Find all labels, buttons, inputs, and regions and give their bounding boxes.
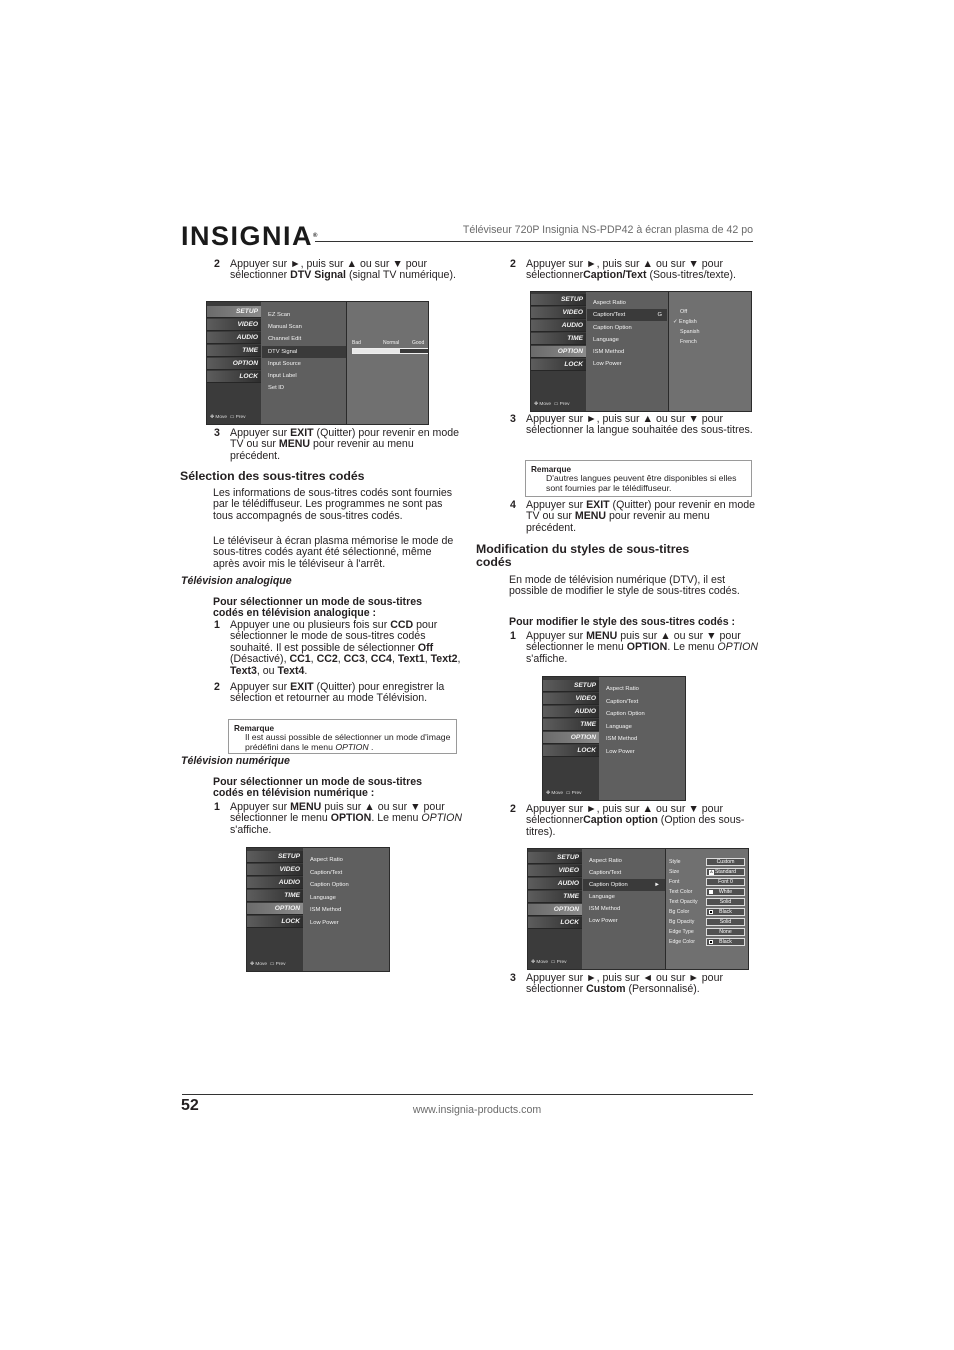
- procedure-heading: Pour modifier le style des sous-titres codés :: [509, 616, 736, 628]
- signal-strength-bar: [352, 348, 429, 354]
- down-arrow-icon: ▼: [410, 801, 421, 813]
- tv-menu-option-left: [246, 847, 390, 972]
- category-option: OPTION: [531, 346, 586, 358]
- category-setup: SETUP: [543, 680, 599, 692]
- menu-item: Aspect Ratio: [606, 686, 639, 692]
- category-option: OPTION: [528, 904, 582, 916]
- menu-key-icon: ▭: [565, 791, 571, 796]
- style-value: Black: [706, 938, 745, 946]
- remote-hint: ✥ Move ▭ Prev: [546, 791, 582, 796]
- menu-item: Low Power: [589, 918, 618, 924]
- remote-hint: ✥ Move ▭ Prev: [210, 415, 246, 420]
- category-audio: AUDIO: [543, 706, 599, 718]
- step-text: Appuyer sur ►, puis sur ▲ ou sur ▼ pour sélectionner la langue souhaitée des sous-titres.: [526, 413, 753, 437]
- style-row: [669, 917, 749, 927]
- category-setup: SETUP: [247, 851, 303, 863]
- style-value: None: [706, 928, 745, 936]
- insignia-logo: [181, 221, 317, 251]
- style-step-3: [510, 973, 758, 996]
- category-lock: LOCK: [543, 745, 599, 757]
- right-arrow-icon: ►: [586, 803, 597, 815]
- step-number: 1: [510, 630, 516, 642]
- subsection-digital-tv: Télévision numérique: [181, 755, 290, 767]
- step-number: 3: [214, 427, 220, 439]
- remote-hint: ✥ Move ▭ Prev: [534, 402, 570, 407]
- right-arrow-icon: ►: [290, 258, 301, 270]
- step-number: 2: [510, 258, 516, 270]
- category-option: OPTION: [543, 732, 599, 744]
- move-icon: ✥: [546, 791, 551, 796]
- menu-panel: [583, 849, 665, 969]
- step-text: Appuyer sur EXIT (Quitter) pour revenir en mode TV ou sur MENU pour revenir au menu précédent.: [230, 427, 460, 462]
- up-arrow-icon: ▲: [346, 258, 357, 270]
- step-number: 1: [214, 619, 220, 631]
- up-arrow-icon: ▲: [364, 801, 375, 813]
- step-text: Appuyer sur EXIT (Quitter) pour enregistrer la sélection et retourner au mode Télévision.: [230, 681, 445, 705]
- menu-item: Set ID: [268, 385, 285, 391]
- down-arrow-icon: ▼: [688, 803, 699, 815]
- right-step-4: [510, 500, 758, 534]
- step-number: 3: [510, 413, 516, 425]
- menu-panel: [587, 292, 667, 411]
- step-number: 3: [510, 972, 516, 984]
- language-panel: [669, 292, 751, 411]
- category-video: VIDEO: [528, 865, 582, 877]
- subsection-analog-tv: Télévision analogique: [181, 575, 292, 587]
- color-swatch-icon: [709, 940, 713, 944]
- up-arrow-icon: ▲: [660, 630, 671, 642]
- style-value: Solid: [706, 898, 745, 906]
- menu-item: ISM Method: [593, 349, 625, 355]
- menu-item-selected: DTV Signal: [262, 346, 346, 358]
- menu-item: ISM Method: [589, 906, 621, 912]
- menu-panel: [600, 677, 685, 800]
- style-row: [669, 897, 749, 907]
- style-label: Font: [669, 879, 680, 885]
- move-icon: ✥: [250, 962, 255, 967]
- step-number: 4: [510, 499, 516, 511]
- style-row: [669, 867, 749, 877]
- menu-item: Input Source: [268, 361, 301, 367]
- note-title: Remarque: [531, 465, 572, 474]
- menu-item: Input Label: [268, 373, 297, 379]
- step-text: Appuyer sur MENU puis sur ▲ ou sur ▼ pour sélectionner le menu OPTION. Le menu OPTION s'affiche.: [526, 630, 759, 665]
- menu-item: EZ Scan: [268, 312, 291, 318]
- lang-spanish: Spanish: [680, 329, 700, 335]
- menu-item: Caption/Text: [310, 870, 343, 876]
- down-arrow-icon: ▼: [688, 413, 699, 425]
- paragraph: Les informations de sous-titres codés sont fournies par le télédiffuseur. Les programmes ne sont pas tous accompagnés de sous-titres codés.: [213, 487, 453, 522]
- category-time: TIME: [528, 891, 582, 903]
- style-label: Text Color: [669, 889, 693, 895]
- menu-item: Manual Scan: [268, 324, 302, 330]
- running-header: Téléviseur 720P Insignia NS-PDP42 à écran plasma de 42 po: [462, 224, 753, 236]
- section-title-caption-style: Modification du styles de sous-titres codés: [476, 542, 690, 569]
- style-row: [669, 937, 749, 947]
- category-option: OPTION: [247, 903, 303, 915]
- menu-item: Language: [310, 895, 336, 901]
- analog-step-2: [214, 682, 464, 705]
- style-row: [669, 907, 749, 917]
- submenu-arrow-icon: ►: [654, 882, 660, 888]
- style-row: [669, 857, 749, 867]
- category-panel: [543, 677, 599, 800]
- down-arrow-icon: ▼: [392, 258, 403, 270]
- style-label: Bg Opacity: [669, 919, 695, 925]
- menu-item: Aspect Ratio: [593, 300, 626, 306]
- category-time: TIME: [531, 333, 586, 345]
- category-video: VIDEO: [531, 307, 586, 319]
- color-swatch-icon: A: [710, 869, 713, 874]
- category-lock: LOCK: [207, 371, 261, 383]
- category-setup: SETUP: [531, 294, 586, 306]
- menu-item: Caption Option: [606, 711, 645, 717]
- menu-item: ISM Method: [310, 907, 342, 913]
- remote-hint: ✥ Move ▭ Prev: [531, 960, 567, 965]
- procedure-heading: Pour sélectionner un mode de sous-titres codés en télévision numérique :: [213, 776, 422, 800]
- style-step-2: [510, 804, 758, 838]
- category-audio: AUDIO: [531, 320, 586, 332]
- left-step-2: [214, 259, 464, 282]
- move-icon: ✥: [534, 402, 539, 407]
- category-time: TIME: [207, 345, 261, 357]
- style-value: Custom: [706, 858, 745, 866]
- menu-item: Language: [593, 337, 619, 343]
- lang-french: French: [680, 339, 697, 345]
- color-swatch-icon: [709, 910, 713, 914]
- tv-menu-caption-text: [530, 291, 752, 412]
- note-body: D'autres langues peuvent être disponibles si elles sont fournies par le télédiffuseur.: [546, 473, 737, 493]
- category-panel: [531, 292, 586, 411]
- menu-item-selected: Caption/Text G: [587, 309, 667, 321]
- style-label: Bg Color: [669, 909, 690, 915]
- category-audio: AUDIO: [528, 878, 582, 890]
- style-label: Edge Color: [669, 939, 695, 945]
- lang-english: ✓ English: [673, 319, 697, 325]
- brand-wordmark: INSIGNIA: [181, 221, 314, 251]
- style-row: [669, 927, 749, 937]
- move-icon: ✥: [210, 415, 215, 420]
- menu-item: Caption Option: [310, 882, 349, 888]
- step-text: Appuyer sur ►, puis sur ▲ ou sur ▼ pour sélectionnerCaption option (Option des sous-titres).: [526, 803, 745, 838]
- lang-off: Off: [680, 309, 688, 315]
- style-panel: [666, 849, 748, 969]
- menu-item: Low Power: [593, 361, 622, 367]
- menu-key-icon: ▭: [269, 962, 275, 967]
- footer-url: www.insignia-products.com: [412, 1104, 542, 1116]
- signal-scale-labels: Bad Normal Good: [352, 340, 425, 346]
- up-arrow-icon: ▲: [642, 413, 653, 425]
- paragraph: En mode de télévision numérique (DTV), il est possible de modifier le style de sous-titres codés.: [509, 574, 740, 598]
- style-step-1: [510, 631, 758, 665]
- style-label: Size: [669, 869, 680, 875]
- style-value: White: [706, 888, 745, 896]
- remote-hint: ✥ Move ▭ Prev: [250, 962, 286, 967]
- style-row: [669, 877, 749, 887]
- right-step-3: [510, 414, 758, 437]
- step-text: Appuyer sur ►, puis sur ◄ ou sur ► pour sélectionner Custom (Personnalisé).: [526, 972, 723, 996]
- menu-item: Low Power: [310, 920, 339, 926]
- step-text: Appuyer sur MENU puis sur ▲ ou sur ▼ pour sélectionner le menu OPTION. Le menu OPTION s'affiche.: [230, 801, 463, 836]
- category-panel: [528, 849, 582, 969]
- category-lock: LOCK: [528, 917, 582, 929]
- menu-panel: [262, 302, 346, 424]
- category-setup: SETUP: [528, 852, 582, 864]
- menu-item: Low Power: [606, 749, 635, 755]
- menu-item: Language: [589, 894, 615, 900]
- right-arrow-icon: ►: [586, 413, 597, 425]
- menu-key-icon: ▭: [553, 402, 559, 407]
- header-rule: [315, 241, 753, 242]
- note-title: Remarque: [234, 724, 275, 733]
- brand-registered-mark: ®: [313, 233, 318, 239]
- left-arrow-icon: ◄: [642, 972, 653, 984]
- up-arrow-icon: ▲: [642, 803, 653, 815]
- tv-menu-option-right: [542, 676, 686, 801]
- analog-step-1: [214, 620, 464, 677]
- caption-flag: G: [657, 312, 662, 318]
- left-step-3: [214, 428, 464, 462]
- note-body: Il est aussi possible de sélectionner un mode d'image prédéfini dans le menu OPTION .: [245, 732, 451, 752]
- menu-item: Aspect Ratio: [589, 858, 622, 864]
- category-setup: SETUP: [207, 306, 261, 318]
- menu-item: Caption/Text: [589, 870, 622, 876]
- style-label: Edge Type: [669, 929, 694, 935]
- category-audio: AUDIO: [247, 877, 303, 889]
- category-video: VIDEO: [247, 864, 303, 876]
- style-row: [669, 887, 749, 897]
- right-arrow-icon: ►: [586, 258, 597, 270]
- category-audio: AUDIO: [207, 332, 261, 344]
- menu-item: ISM Method: [606, 736, 638, 742]
- category-time: TIME: [543, 719, 599, 731]
- step-number: 2: [214, 681, 220, 693]
- category-option: OPTION: [207, 358, 261, 370]
- up-arrow-icon: ▲: [642, 258, 653, 270]
- paragraph: Le téléviseur à écran plasma mémorise le mode de sous-titres codés ayant été sélectionné, même après avoir mis le téléviseur à l'arrêt.: [213, 535, 454, 570]
- menu-panel: [304, 848, 389, 971]
- menu-item-selected: Caption Option ►: [583, 879, 665, 891]
- category-video: VIDEO: [543, 693, 599, 705]
- menu-item: Caption/Text: [606, 699, 639, 705]
- step-text: Appuyer sur ►, puis sur ▲ ou sur ▼ pour sélectionner DTV Signal (signal TV numérique).: [230, 258, 456, 282]
- style-value: Black: [706, 908, 745, 916]
- style-value: Solid: [706, 918, 745, 926]
- move-icon: ✥: [531, 960, 536, 965]
- menu-item: Channel Edit: [268, 336, 302, 342]
- menu-item: Caption Option: [593, 325, 632, 331]
- right-arrow-icon: ►: [586, 972, 597, 984]
- style-label: Text Opacity: [669, 899, 698, 905]
- menu-key-icon: ▭: [550, 960, 556, 965]
- down-arrow-icon: ▼: [688, 258, 699, 270]
- check-icon: ✓: [673, 319, 678, 325]
- right-arrow-icon: ►: [688, 972, 699, 984]
- step-text: Appuyer une ou plusieurs fois sur CCD pour sélectionner le mode de sous-titres codés souhaité. Il est possible de sélectionner Off (Désactivé), CC1, CC2, CC3, CC4, Text1, Text2, Text3, ou Text4.: [230, 619, 461, 677]
- right-step-2: [510, 259, 758, 282]
- tv-menu-setup-dtv-signal: [206, 301, 429, 425]
- footer-rule: [182, 1094, 753, 1095]
- section-title-caption-selection: Sélection des sous-titres codés: [180, 469, 365, 483]
- category-video: VIDEO: [207, 319, 261, 331]
- step-number: 2: [214, 258, 220, 270]
- category-time: TIME: [247, 890, 303, 902]
- menu-item: Language: [606, 724, 632, 730]
- category-lock: LOCK: [247, 916, 303, 928]
- category-panel: [207, 302, 261, 424]
- step-text: Appuyer sur EXIT (Quitter) pour revenir en mode TV ou sur MENU pour revenir au menu précédent.: [526, 499, 756, 534]
- style-value: Font 0: [706, 878, 745, 886]
- note-box: [525, 460, 752, 497]
- menu-item: Aspect Ratio: [310, 857, 343, 863]
- step-number: 2: [510, 803, 516, 815]
- color-swatch-icon: [709, 890, 713, 894]
- procedure-heading: Pour sélectionner un mode de sous-titres codés en télévision analogique :: [213, 596, 422, 620]
- step-text: Appuyer sur ►, puis sur ▲ ou sur ▼ pour sélectionnerCaption/Text (Sous-titres/texte).: [526, 258, 736, 282]
- page-number: 52: [181, 1097, 199, 1114]
- category-lock: LOCK: [531, 359, 586, 371]
- style-value: A Standard: [706, 868, 745, 876]
- note-box: [228, 719, 457, 754]
- tv-menu-caption-option: [527, 848, 749, 970]
- signal-strength-fill: [353, 349, 400, 353]
- menu-key-icon: ▭: [229, 415, 235, 420]
- style-label: Style: [669, 859, 681, 865]
- down-arrow-icon: ▼: [706, 630, 717, 642]
- category-panel: [247, 848, 303, 971]
- digital-step-1: [214, 802, 464, 836]
- step-number: 1: [214, 801, 220, 813]
- signal-panel: [347, 302, 428, 424]
